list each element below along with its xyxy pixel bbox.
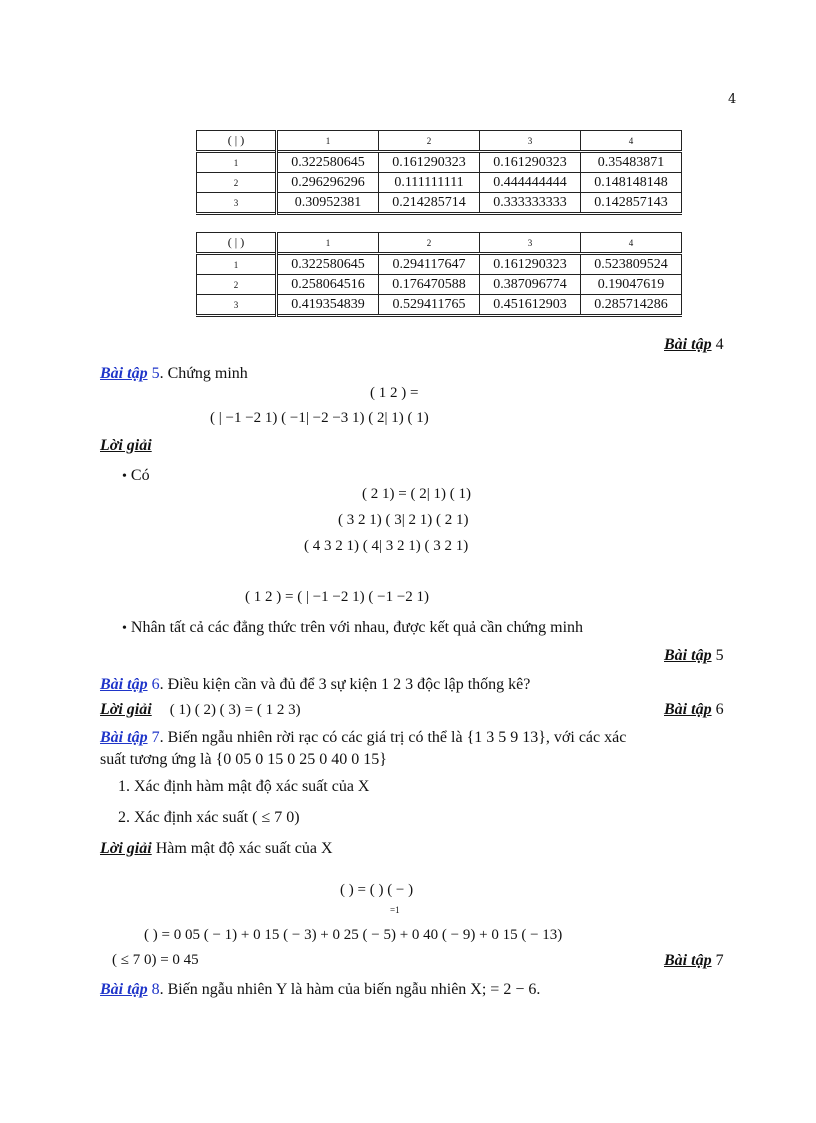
exercise-text: . Biến ngẫu nhiên rời rạc có các giá trị có thể là {1 3 5 9 13}, với các xác bbox=[159, 729, 627, 746]
table-cell: 0.214285714 bbox=[379, 193, 480, 214]
solution-equation: ( 1) ( 2) ( 3) = ( 1 2 3) bbox=[169, 702, 301, 718]
bullet-text: Nhân tất cả các đẳng thức trên với nhau, được kết quả cần chứng minh bbox=[130, 619, 584, 636]
solution-7-equation-3: ( ≤ 7 0) = 0 45 bbox=[112, 952, 199, 968]
table-cell: 0.387096774 bbox=[480, 275, 581, 295]
table-header-row bbox=[197, 131, 682, 152]
solution-7-equation-2: ( ) = 0 05 ( − 1) + 0 15 ( − 3) + 0 25 ( − 5) + 0 40 ( − 9) + 0 15 ( − 13) bbox=[144, 927, 563, 943]
exercise-end-label: Bài tập bbox=[664, 647, 712, 664]
solution-7-heading bbox=[100, 840, 333, 858]
exercise-7-end-marker bbox=[664, 952, 724, 970]
table-cell: 0.35483871 bbox=[581, 152, 682, 173]
table-cell: 0.161290323 bbox=[480, 152, 581, 173]
solution-label: Lời giải bbox=[100, 840, 152, 857]
column-header: 2 bbox=[379, 233, 480, 254]
column-header: 3 bbox=[480, 131, 581, 152]
table-cell: 0.333333333 bbox=[480, 193, 581, 214]
probability-table-2 bbox=[196, 232, 682, 317]
table-cell: 0.258064516 bbox=[277, 275, 379, 295]
table-row bbox=[197, 254, 682, 275]
row-header: 3 bbox=[197, 193, 277, 214]
exercise-6-end-marker bbox=[664, 701, 724, 719]
solution-5-bullet-1 bbox=[122, 467, 150, 485]
exercise-number: 8 bbox=[151, 981, 160, 998]
page-number: 4 bbox=[728, 92, 737, 107]
table-row bbox=[197, 295, 682, 316]
exercise-5-end-marker bbox=[664, 647, 724, 665]
table-row bbox=[197, 152, 682, 173]
exercise-end-number: 6 bbox=[715, 701, 724, 718]
column-header: 3 bbox=[480, 233, 581, 254]
solution-6 bbox=[100, 701, 301, 719]
exercise-5-equation-1: ( 1 2 ) = bbox=[370, 385, 419, 401]
table-cell: 0.294117647 bbox=[379, 254, 480, 275]
solution-7-equation-1: ( ) = ( ) ( − ) bbox=[340, 882, 414, 898]
exercise-4-end-marker bbox=[664, 336, 724, 354]
exercise-7-text-line-2: suất tương ứng là {0 05 0 15 0 25 0 40 0 15} bbox=[100, 751, 387, 768]
table-cell: 0.30952381 bbox=[277, 193, 379, 214]
exercise-number: 6 bbox=[151, 676, 160, 693]
column-header: 4 bbox=[581, 233, 682, 254]
column-header: 2 bbox=[379, 131, 480, 152]
solution-label: Lời giải bbox=[100, 437, 152, 454]
exercise-6-heading bbox=[100, 676, 530, 694]
exercise-end-label: Bài tập bbox=[664, 701, 712, 718]
solution-text: Hàm mật độ xác suất của X bbox=[151, 840, 333, 857]
table-cell: 0.161290323 bbox=[480, 254, 581, 275]
table-cell: 0.285714286 bbox=[581, 295, 682, 316]
exercise-label: Bài tập bbox=[100, 365, 148, 382]
bullet-icon: • bbox=[122, 621, 127, 636]
table-corner-header: ( | ) bbox=[197, 233, 277, 254]
exercise-end-number: 7 bbox=[715, 952, 724, 969]
solution-5-equation-c: ( 4 3 2 1) ( 4| 3 2 1) ( 3 2 1) bbox=[304, 538, 469, 554]
table-row bbox=[197, 275, 682, 295]
table-cell: 0.322580645 bbox=[277, 254, 379, 275]
exercise-label: Bài tập bbox=[100, 981, 148, 998]
table-cell: 0.529411765 bbox=[379, 295, 480, 316]
exercise-7-heading bbox=[100, 729, 626, 747]
bullet-icon: • bbox=[122, 469, 127, 484]
probability-table-1 bbox=[196, 130, 682, 215]
row-header: 1 bbox=[197, 254, 277, 275]
exercise-7-item-2: 2. Xác định xác suất ( ≤ 7 0) bbox=[118, 809, 300, 826]
exercise-text: . Chứng minh bbox=[159, 365, 248, 382]
solution-5-bullet-2 bbox=[122, 619, 583, 637]
table-cell: 0.523809524 bbox=[581, 254, 682, 275]
exercise-end-label: Bài tập bbox=[664, 336, 712, 353]
exercise-end-label: Bài tập bbox=[664, 952, 712, 969]
exercise-5-equation-2: ( | −1 −2 1) ( −1| −2 −3 1) ( 2| 1) ( 1) bbox=[210, 410, 429, 426]
exercise-number: 7 bbox=[151, 729, 160, 746]
exercise-end-number: 4 bbox=[715, 336, 724, 353]
exercise-7-item-1: 1. Xác định hàm mật độ xác suất của X bbox=[118, 778, 370, 795]
exercise-5-heading bbox=[100, 365, 248, 383]
exercise-8-heading bbox=[100, 981, 540, 999]
bullet-text: Có bbox=[130, 467, 150, 484]
table-cell: 0.161290323 bbox=[379, 152, 480, 173]
exercise-number: 5 bbox=[151, 365, 160, 382]
solution-5-equation-a: ( 2 1) = ( 2| 1) ( 1) bbox=[362, 486, 471, 502]
exercise-end-number: 5 bbox=[715, 647, 724, 664]
table-header-row bbox=[197, 233, 682, 254]
table-cell: 0.176470588 bbox=[379, 275, 480, 295]
solution-5-heading bbox=[100, 437, 152, 455]
row-header: 2 bbox=[197, 173, 277, 193]
table-cell: 0.148148148 bbox=[581, 173, 682, 193]
solution-7-sum-subscript: =1 bbox=[390, 905, 400, 915]
table-cell: 0.444444444 bbox=[480, 173, 581, 193]
column-header: 1 bbox=[277, 131, 379, 152]
exercise-text: . Điều kiện cần và đủ để 3 sự kiện 1 2 3 độc lập thống kê? bbox=[159, 676, 531, 693]
table-row bbox=[197, 173, 682, 193]
column-header: 1 bbox=[277, 233, 379, 254]
exercise-label: Bài tập bbox=[100, 676, 148, 693]
column-header: 4 bbox=[581, 131, 682, 152]
row-header: 1 bbox=[197, 152, 277, 173]
solution-5-equation-d: ( 1 2 ) = ( | −1 −2 1) ( −1 −2 1) bbox=[245, 589, 430, 605]
exercise-text: . Biến ngẫu nhiên Y là hàm của biến ngẫu nhiên X; = 2 − 6. bbox=[159, 981, 541, 998]
table-cell: 0.19047619 bbox=[581, 275, 682, 295]
solution-label: Lời giải bbox=[100, 701, 152, 718]
table-cell: 0.322580645 bbox=[277, 152, 379, 173]
table-cell: 0.419354839 bbox=[277, 295, 379, 316]
row-header: 3 bbox=[197, 295, 277, 316]
table-corner-header: ( | ) bbox=[197, 131, 277, 152]
table-cell: 0.296296296 bbox=[277, 173, 379, 193]
table-cell: 0.451612903 bbox=[480, 295, 581, 316]
solution-5-equation-b: ( 3 2 1) ( 3| 2 1) ( 2 1) bbox=[338, 512, 469, 528]
table-cell: 0.111111111 bbox=[379, 173, 480, 193]
table-row bbox=[197, 193, 682, 214]
row-header: 2 bbox=[197, 275, 277, 295]
table-cell: 0.142857143 bbox=[581, 193, 682, 214]
exercise-label: Bài tập bbox=[100, 729, 148, 746]
